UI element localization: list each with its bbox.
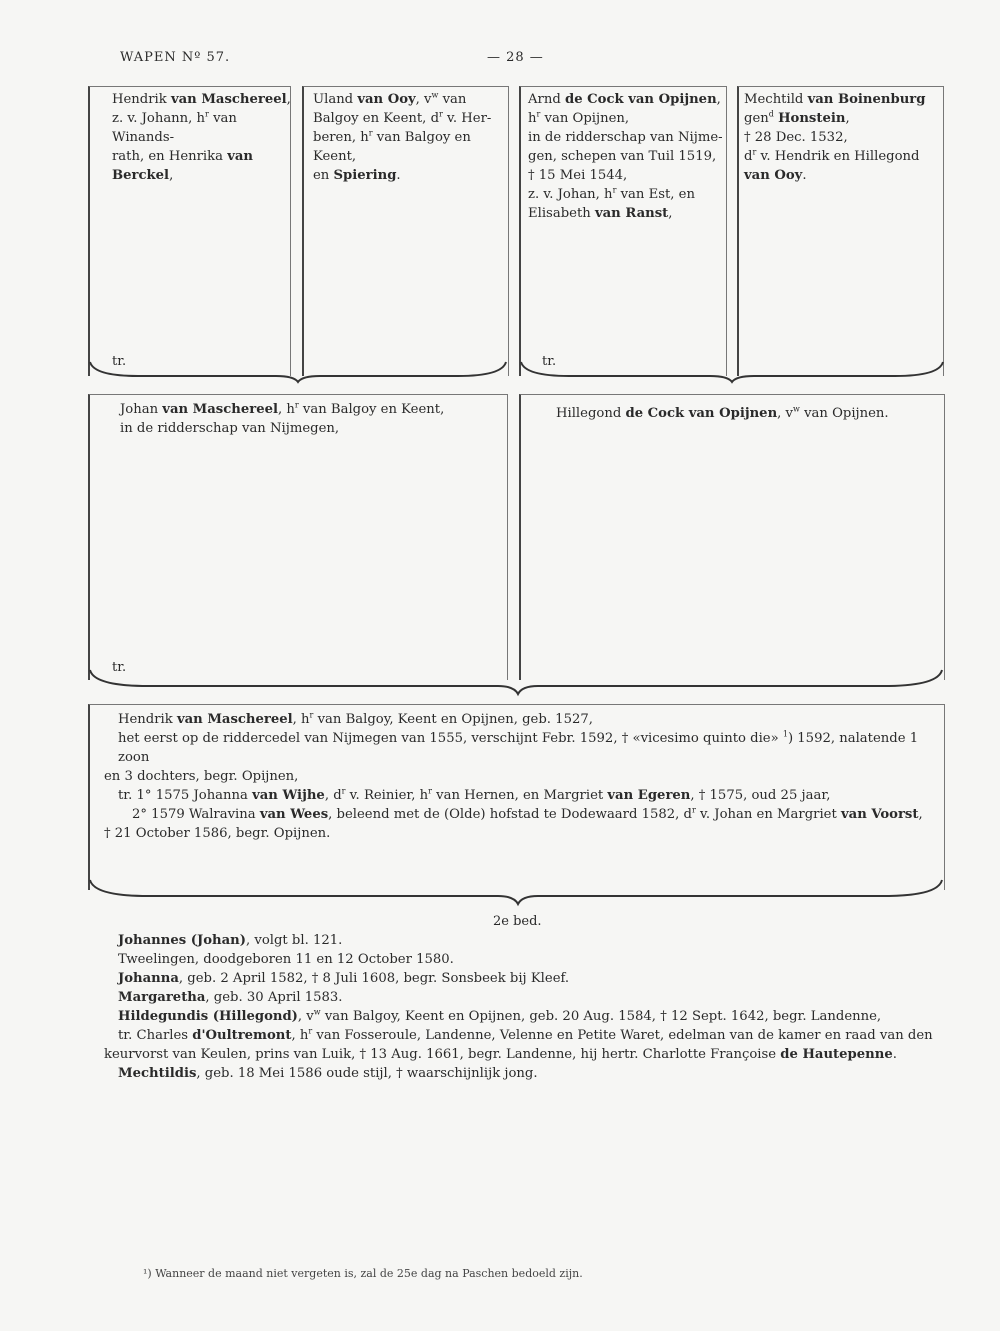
superscript: r bbox=[692, 805, 696, 815]
text-line: Uland van Ooy, $v^w$ van bbox=[313, 90, 467, 107]
person-text bbox=[120, 400, 500, 438]
superscript: r bbox=[536, 109, 541, 119]
surname-bold: van Maschereel bbox=[162, 402, 278, 417]
surname-bold: d'Oultremont bbox=[192, 1028, 292, 1043]
surname-bold: van Ooy bbox=[357, 92, 416, 107]
record-line: het eerst op de riddercedel van Nijmegen van 1555, verschijnt Febr. 1592, † «vicesimo quinto die» $^1$) 1592, nalatende 1 zoon bbox=[118, 729, 919, 765]
surname-bold: Honstein bbox=[778, 111, 846, 126]
brace-row3 bbox=[88, 878, 948, 906]
footnote: ¹) Wanneer de maand niet vergeten is, zal de 25e dag na Paschen bedoeld zijn. bbox=[143, 1267, 583, 1280]
superscript: w bbox=[793, 404, 800, 414]
child-entry: tr. Charles d'Oultremont, $h^r$ van Fosseroule, Landenne, Velenne en Petite Waret, edelman van de kamer en raad van den bbox=[118, 1026, 933, 1043]
text-line: z. v. Johann, $h^r$ van Winands- bbox=[112, 109, 237, 145]
superscript: 1 bbox=[782, 729, 788, 739]
surname-bold: van Berckel bbox=[112, 149, 253, 183]
surname-bold: van Boinenburg bbox=[807, 92, 926, 107]
text-line: gen, schepen van Tuil 1519, bbox=[528, 149, 717, 164]
text-line: $h^r$ van Opijnen, bbox=[528, 109, 630, 126]
child-entry: Mechtildis, geb. 18 Mei 1586 oude stijl, † waarschijnlijk jong. bbox=[118, 1066, 538, 1081]
superscript: r bbox=[294, 400, 299, 410]
superscript: r bbox=[428, 786, 432, 796]
surname-bold: van Voorst bbox=[840, 807, 919, 822]
text-line: beren, $h^r$ van Balgoy en Keent, bbox=[313, 128, 471, 164]
marriage-tr-label: tr. bbox=[112, 354, 127, 369]
children-list bbox=[104, 931, 934, 1083]
surname-bold: Mechtildis bbox=[118, 1066, 197, 1081]
superscript: w bbox=[313, 1007, 321, 1017]
surname-bold: de Cock van Opijnen bbox=[564, 92, 717, 107]
superscript: w bbox=[431, 90, 439, 100]
wapen-number: WAPEN Nº 57. bbox=[120, 50, 231, 65]
text-line: gen$^d$ Honstein, bbox=[744, 109, 850, 126]
surname-bold: van Egeren bbox=[607, 788, 691, 803]
person-text bbox=[556, 404, 936, 423]
text-line: in de ridderschap van Nijme- bbox=[528, 130, 723, 145]
bed-label: 2e bed. bbox=[493, 914, 542, 929]
text-line: Balgoy en Keent, $d^r$ v. Her- bbox=[313, 109, 492, 126]
superscript: r bbox=[308, 1026, 313, 1036]
person-text bbox=[744, 90, 940, 185]
record-line: 2° 1579 Walravina van Wees, beleend met de (Olde) hofstad te Dodewaard 1582, $d^r$ v. Johan en Margriet van Voorst, bbox=[132, 805, 923, 822]
surname-bold: Hildegundis (Hillegond) bbox=[118, 1009, 298, 1024]
surname-bold: Johannes (Johan) bbox=[118, 933, 246, 948]
text-line: Arnd de Cock van Opijnen, bbox=[528, 92, 721, 107]
surname-bold: van Wees bbox=[259, 807, 329, 822]
person-text bbox=[528, 90, 724, 223]
text-line: Hillegond de Cock van Opijnen, $v^w$ van Opijnen. bbox=[556, 404, 889, 421]
record-line: Hendrik van Maschereel, $h^r$ van Balgoy, Keent en Opijnen, geb. 1527, bbox=[118, 710, 593, 727]
text-line: rath, en Henrika van Berckel, bbox=[112, 149, 253, 183]
text-line: Johan van Maschereel, $h^r$ van Balgoy en Keent, bbox=[120, 400, 445, 417]
superscript: r bbox=[752, 147, 757, 157]
hendrik-record bbox=[104, 710, 950, 843]
surname-bold: van Maschereel bbox=[176, 712, 293, 727]
box-hillegond-de-cock bbox=[519, 394, 945, 680]
record-line: en 3 dochters, begr. Opijnen, bbox=[104, 769, 299, 784]
text-line: $d^r$ v. Hendrik en Hillegond bbox=[744, 147, 920, 164]
text-line: in de ridderschap van Nijmegen, bbox=[120, 421, 340, 436]
text-line: † 15 Mei 1544, bbox=[528, 168, 628, 183]
marriage-tr-label: tr. bbox=[112, 660, 127, 675]
text-line: van Ooy. bbox=[744, 168, 807, 183]
brace-row2 bbox=[88, 668, 948, 696]
surname-bold: de Cock van Opijnen bbox=[625, 406, 778, 421]
surname-bold: Spiering bbox=[333, 168, 397, 183]
person-text bbox=[112, 90, 292, 185]
brace-row1-right bbox=[519, 360, 945, 384]
child-entry: Hildegundis (Hillegond), $v^w$ van Balgoy, Keent en Opijnen, geb. 20 Aug. 1584, † 12 Sept. 1642, begr. Landenne, bbox=[118, 1007, 882, 1024]
marriage-tr-label: tr. bbox=[542, 354, 557, 369]
text-line: en Spiering. bbox=[313, 168, 401, 183]
person-text bbox=[313, 90, 505, 185]
record-line: tr. 1° 1575 Johanna van Wijhe, $d^r$ v. Reinier, $h^r$ van Hernen, en Margriet van Egeren, † 1575, oud 25 jaar, bbox=[118, 786, 831, 803]
child-entry: Margaretha, geb. 30 April 1583. bbox=[118, 990, 343, 1005]
superscript: r bbox=[205, 109, 209, 119]
text-line: Hendrik van Maschereel, bbox=[112, 92, 291, 107]
surname-bold: van Maschereel bbox=[170, 92, 287, 107]
superscript: r bbox=[309, 710, 314, 720]
text-line: † 28 Dec. 1532, bbox=[744, 130, 848, 145]
page-number: — 28 — bbox=[487, 50, 544, 65]
child-entry: Johanna, geb. 2 April 1582, † 8 Juli 1608, begr. Sonsbeek bij Kleef. bbox=[118, 971, 570, 986]
superscript: r bbox=[439, 109, 443, 119]
text-line: Elisabeth van Ranst, bbox=[528, 206, 673, 221]
superscript: d bbox=[768, 109, 774, 119]
child-entry: keurvorst van Keulen, prins van Luik, † 13 Aug. 1661, begr. Landenne, hij hertr. Charlotte Françoise de Hautepenne. bbox=[104, 1047, 897, 1062]
surname-bold: van Wijhe bbox=[252, 788, 325, 803]
text-line: z. v. Johan, $h^r$ van Est, en bbox=[528, 185, 695, 202]
text-line: Mechtild van Boinenburg bbox=[744, 92, 926, 107]
record-line: † 21 October 1586, begr. Opijnen. bbox=[104, 826, 331, 841]
child-entry: Johannes (Johan), volgt bl. 121. bbox=[118, 933, 343, 948]
surname-bold: van Ranst bbox=[594, 206, 669, 221]
superscript: r bbox=[368, 128, 373, 138]
surname-bold: Margaretha bbox=[118, 990, 206, 1005]
surname-bold: de Hautepenne bbox=[780, 1047, 893, 1062]
superscript: r bbox=[612, 185, 617, 195]
surname-bold: van Ooy bbox=[744, 168, 803, 183]
superscript: r bbox=[341, 786, 346, 796]
child-entry: Tweelingen, doodgeboren 11 en 12 October 1580. bbox=[118, 952, 454, 967]
brace-row1-left bbox=[88, 360, 508, 384]
surname-bold: Johanna bbox=[118, 971, 179, 986]
